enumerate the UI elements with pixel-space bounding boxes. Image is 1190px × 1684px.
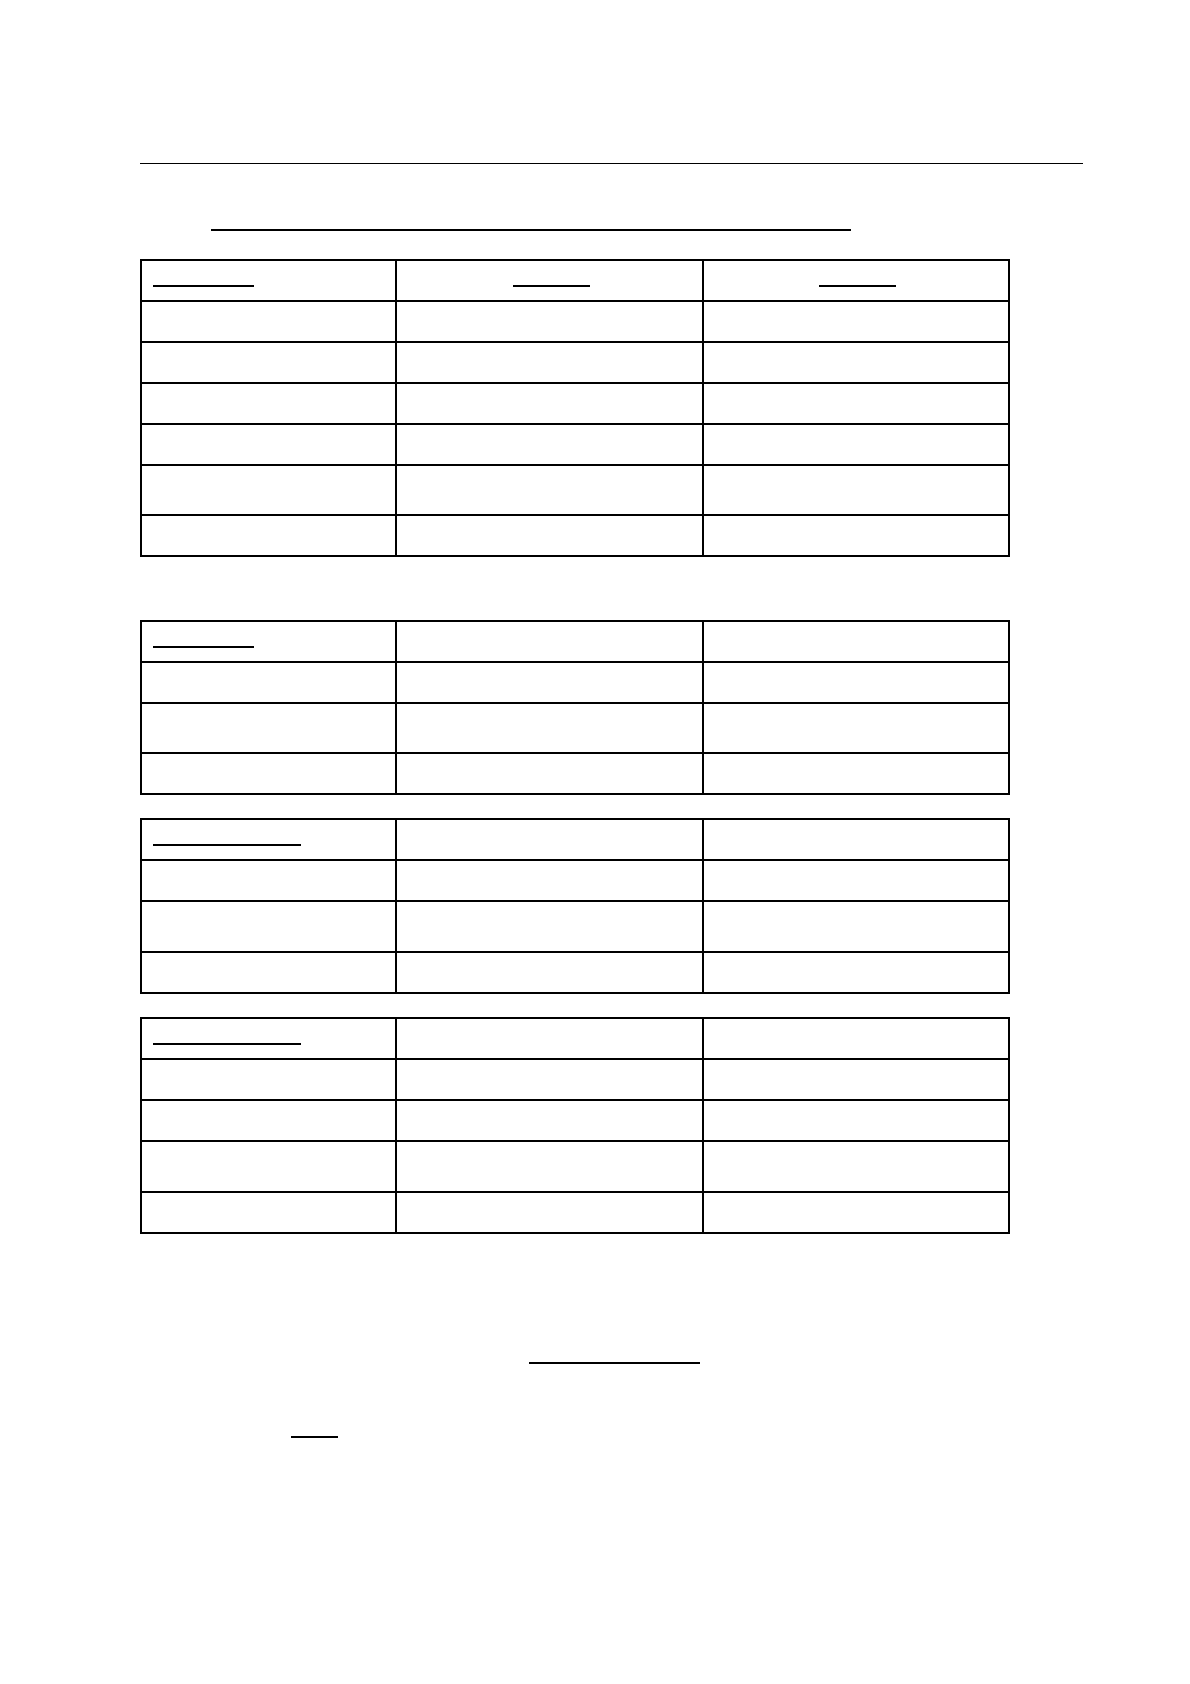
table-cell: [141, 860, 396, 901]
header-underline: [513, 285, 590, 287]
table-row: [141, 383, 1009, 424]
header-underline: [153, 285, 254, 287]
header-cell: [703, 621, 1009, 662]
table-cell: [396, 703, 703, 753]
section-table-2: [140, 620, 1010, 795]
section-table-4: [140, 1017, 1010, 1234]
table-row: [141, 342, 1009, 383]
section-table-3: [140, 818, 1010, 994]
table-cell: [703, 1059, 1009, 1100]
table-cell: [141, 1059, 396, 1100]
table-cell: [396, 1192, 703, 1233]
table-cell: [396, 753, 703, 794]
table-row: [141, 703, 1009, 753]
table-cell: [141, 1192, 396, 1233]
table-cell: [703, 383, 1009, 424]
signature-line: [529, 1362, 700, 1364]
table-cell: [141, 342, 396, 383]
table-cell: [141, 424, 396, 465]
table-cell: [141, 1100, 396, 1141]
table-cell: [396, 1141, 703, 1192]
table-cell: [141, 465, 396, 515]
table-cell: [396, 662, 703, 703]
table-cell: [396, 301, 703, 342]
title-underline: [211, 229, 851, 231]
table-row: [141, 1192, 1009, 1233]
table-row: [141, 860, 1009, 901]
table-cell: [396, 515, 703, 556]
header-cell: [396, 1018, 703, 1059]
table-cell: [141, 952, 396, 993]
table-cell: [396, 1059, 703, 1100]
header-cell: [703, 1018, 1009, 1059]
table-cell: [396, 860, 703, 901]
header-underline: [819, 285, 896, 287]
table-row: [141, 465, 1009, 515]
table-row: [141, 901, 1009, 952]
table-cell: [396, 465, 703, 515]
table-cell: [141, 383, 396, 424]
table-cell: [396, 952, 703, 993]
header-cell: [141, 260, 396, 301]
table-row: [141, 424, 1009, 465]
header-cell: [141, 819, 396, 860]
section-table-1: [140, 259, 1010, 557]
table-cell: [703, 860, 1009, 901]
header-cell: [703, 819, 1009, 860]
table-cell: [703, 342, 1009, 383]
table-cell: [703, 515, 1009, 556]
table-cell: [703, 703, 1009, 753]
table-cell: [141, 1141, 396, 1192]
table-row: [141, 1141, 1009, 1192]
header-cell: [396, 819, 703, 860]
table-cell: [703, 901, 1009, 952]
table-row: [141, 952, 1009, 993]
table-cell: [141, 703, 396, 753]
header-underline: [153, 1043, 301, 1045]
table-header-row: [141, 1018, 1009, 1059]
table-cell: [703, 465, 1009, 515]
table-cell: [703, 753, 1009, 794]
table-row: [141, 301, 1009, 342]
table-cell: [396, 342, 703, 383]
header-underline: [153, 646, 254, 648]
header-cell: [141, 621, 396, 662]
date-line: [291, 1436, 338, 1438]
table-header-row: [141, 819, 1009, 860]
table-cell: [141, 515, 396, 556]
table-row: [141, 515, 1009, 556]
table-row: [141, 662, 1009, 703]
header-cell: [141, 1018, 396, 1059]
table-cell: [396, 1100, 703, 1141]
table-cell: [396, 901, 703, 952]
table-cell: [396, 383, 703, 424]
header-cell: [396, 260, 703, 301]
document-title: [211, 205, 851, 227]
table-cell: [703, 662, 1009, 703]
table-cell: [141, 662, 396, 703]
table-header-row: [141, 260, 1009, 301]
table-cell: [703, 424, 1009, 465]
table-cell: [141, 753, 396, 794]
table-header-row: [141, 621, 1009, 662]
table-cell: [703, 952, 1009, 993]
table-row: [141, 753, 1009, 794]
header-underline: [153, 844, 301, 846]
header-rule: [140, 163, 1083, 164]
header-cell: [703, 260, 1009, 301]
table-row: [141, 1100, 1009, 1141]
table-cell: [703, 1100, 1009, 1141]
table-cell: [703, 1192, 1009, 1233]
table-cell: [141, 301, 396, 342]
table-row: [141, 1059, 1009, 1100]
header-cell: [396, 621, 703, 662]
table-cell: [141, 901, 396, 952]
table-cell: [703, 1141, 1009, 1192]
table-cell: [703, 301, 1009, 342]
table-cell: [396, 424, 703, 465]
